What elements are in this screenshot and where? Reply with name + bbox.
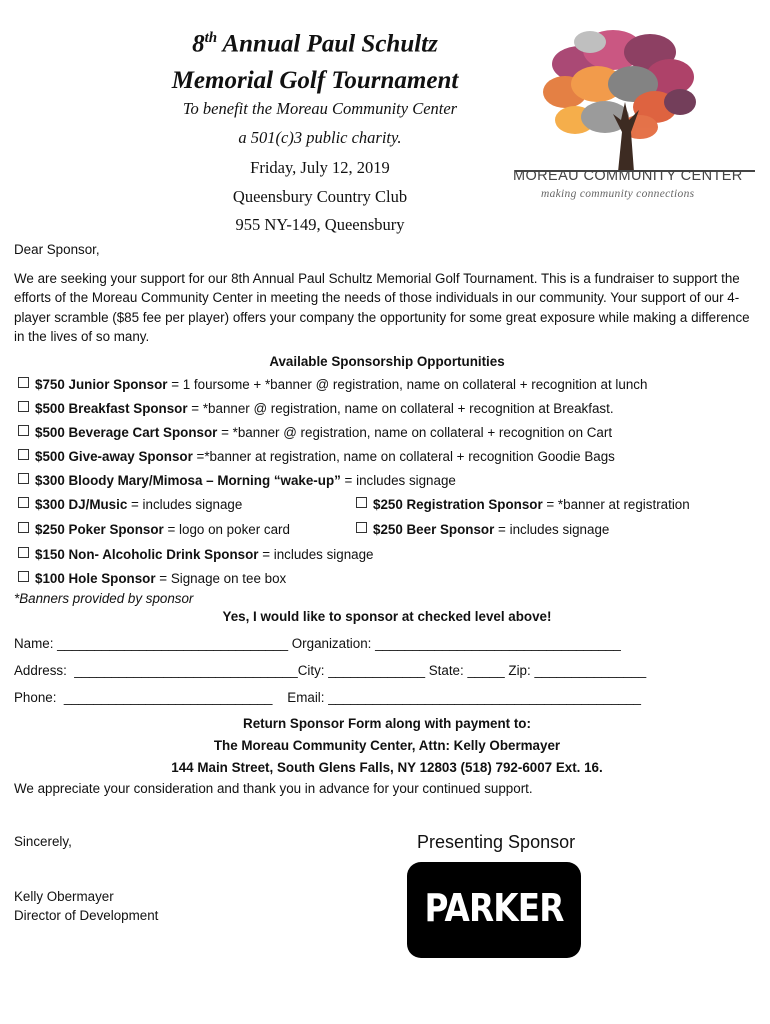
- letter-body: We are seeking your support for our 8th Annual Paul Schultz Memorial Golf Tournament. This is a fundraiser to support the efforts of the Moreau Community Center in meeting the needs of those individuals in our community. Your support of our 4-player scramble ($85 fee per player) offers your company the opportunity for some great exposure while making a difference in the lives of so many.: [14, 271, 750, 344]
- checkbox[interactable]: [18, 473, 29, 484]
- parker-logo: [407, 862, 581, 958]
- moreau-logo-tagline: making community connections: [541, 188, 695, 200]
- tree-icon: [505, 22, 765, 182]
- confirm-heading: Yes, I would like to sponsor at checked level above!: [222, 609, 552, 624]
- option-beverage-cart[interactable]: $500 Beverage Cart Sponsor = *banner @ registration, name on collateral + recognition on Cart: [18, 425, 612, 440]
- checkbox[interactable]: [18, 547, 29, 558]
- benefit-line: To benefit the Moreau Community Center: [182, 99, 458, 118]
- return-heading: Return Sponsor Form along with payment to:: [243, 716, 531, 731]
- option-breakfast[interactable]: $500 Breakfast Sponsor = *banner @ registration, name on collateral + recognition at Breakfast.: [18, 401, 614, 416]
- parker-logo-text: PARKER: [424, 886, 564, 930]
- thanks-line: We appreciate your consideration and thank you in advance for your continued support.: [14, 781, 533, 796]
- signer-name: Kelly Obermayer: [14, 889, 114, 904]
- greeting: Dear Sponsor,: [14, 242, 100, 257]
- checkbox[interactable]: [18, 571, 29, 582]
- event-venue: Queensbury Country Club: [232, 187, 408, 206]
- event-date: Friday, July 12, 2019: [250, 158, 390, 177]
- option-give-away[interactable]: $500 Give-away Sponsor =*banner at registration, name on collateral + recognition Goodie Bags: [18, 449, 615, 464]
- option-non-alcoholic[interactable]: $150 Non- Alcoholic Drink Sponsor = includes signage: [18, 547, 374, 562]
- event-address: 955 NY-149, Queensbury: [235, 215, 405, 234]
- checkbox[interactable]: [18, 522, 29, 533]
- phone-email-fields[interactable]: Phone: ____________________________ Email: __________________________________________: [14, 690, 641, 705]
- presenting-sponsor-label: Presenting Sponsor: [417, 832, 576, 852]
- page-title: [100, 20, 530, 99]
- checkbox[interactable]: [18, 497, 29, 508]
- checkbox[interactable]: [356, 522, 367, 533]
- opportunities-heading: Available Sponsorship Opportunities: [269, 354, 505, 369]
- return-address: 144 Main Street, South Glens Falls, NY 12803 (518) 792-6007 Ext. 16.: [171, 760, 603, 775]
- option-junior[interactable]: $750 Junior Sponsor = 1 foursome + *banner @ registration, name on collateral + recognition at lunch: [18, 377, 647, 392]
- moreau-logo: [505, 22, 765, 212]
- option-hole[interactable]: $100 Hole Sponsor = Signage on tee box: [18, 571, 286, 586]
- moreau-logo-name: MOREAU COMMUNITY CENTER: [513, 168, 743, 184]
- checkbox[interactable]: [18, 377, 29, 388]
- banner-note: *Banners provided by sponsor: [14, 591, 194, 606]
- option-registration[interactable]: $250 Registration Sponsor = *banner at registration: [356, 497, 690, 512]
- sincerely: Sincerely,: [14, 834, 72, 849]
- option-bloody-mary[interactable]: $300 Bloody Mary/Mimosa – Morning “wake-up” = includes signage: [18, 473, 456, 488]
- title-line-2: Memorial Golf Tournament: [171, 67, 459, 95]
- checkbox[interactable]: [18, 425, 29, 436]
- checkbox[interactable]: [356, 497, 367, 508]
- checkbox[interactable]: [18, 449, 29, 460]
- checkbox[interactable]: [18, 401, 29, 412]
- return-attn: The Moreau Community Center, Attn: Kelly Obermayer: [213, 738, 561, 753]
- option-poker[interactable]: $250 Poker Sponsor = logo on poker card: [18, 522, 290, 537]
- address-fields[interactable]: Address: ______________________________City: _____________ State: _____ Zip: _______________: [14, 663, 647, 678]
- option-dj-music[interactable]: $300 DJ/Music = includes signage: [18, 497, 242, 512]
- option-beer[interactable]: $250 Beer Sponsor = includes signage: [356, 522, 609, 537]
- signer-title: Director of Development: [14, 908, 159, 923]
- charity-line: a 501(c)3 public charity.: [238, 128, 402, 147]
- name-organization-fields[interactable]: Name: _______________________________ Organization: _________________________________: [14, 636, 621, 651]
- title-line-1: 8th Annual Paul Schultz: [192, 30, 438, 58]
